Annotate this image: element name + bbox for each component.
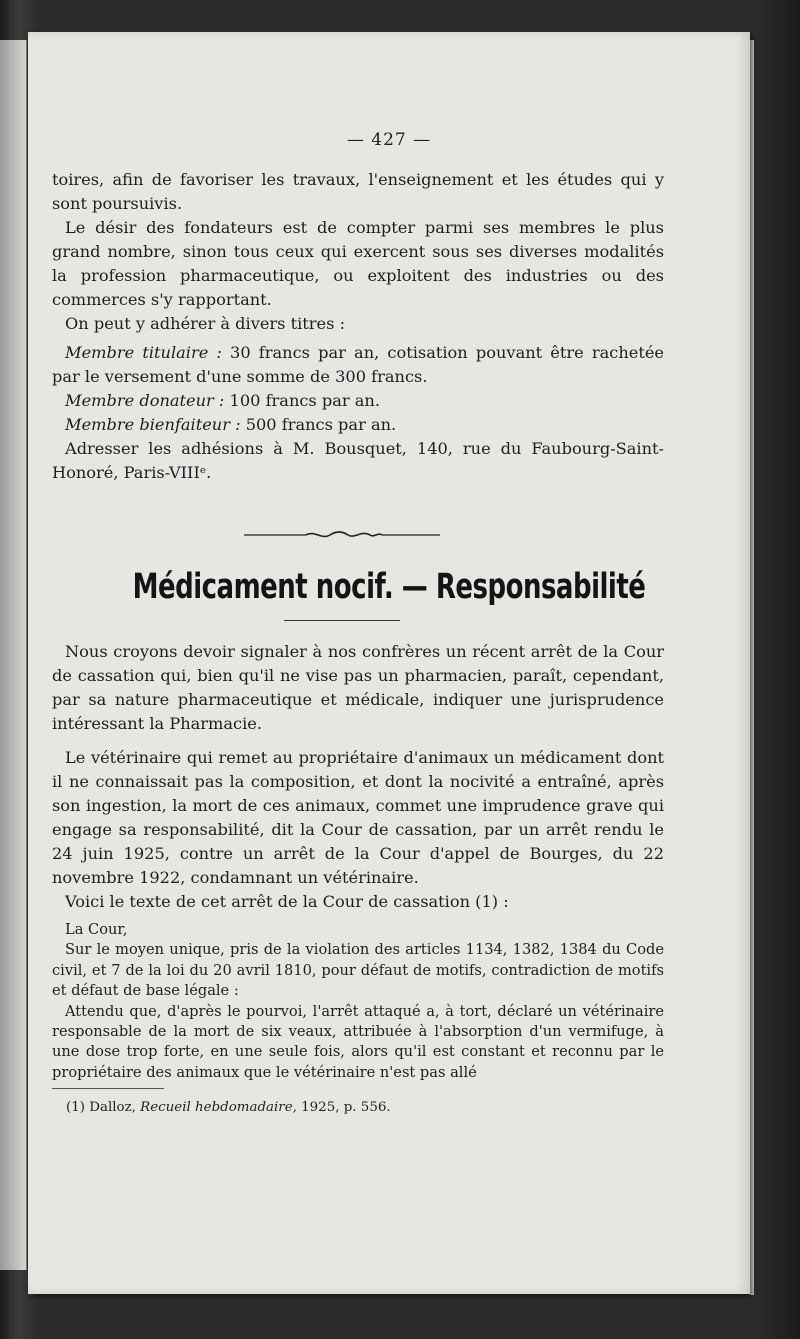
page-number: — 427 — xyxy=(346,130,432,150)
membership-label: Membre donateur : xyxy=(65,391,225,410)
article-paragraph: Voici le texte de cet arrêt de la Cour de cassation (1) : xyxy=(65,892,509,911)
article-paragraph: Le vétérinaire qui remet au propriétaire d'animaux un médicament dont il ne connaissait pas la composition, et dont la nocivité a entraîné, après son ingestion, la mort de ces animaux, commet une imprudence grave qui engage sa responsabilité, dit la Cour de cassation, par un arrêt rendu le 24 juin 1925, contre un arrêt de la Cour d'appel de Bourges, du 22 novembre 1922, condamnant un vétérinaire. xyxy=(52,748,664,887)
paragraph-continuation: toires, afin de favoriser les travaux, l'enseignement et les études qui y sont poursuivis. xyxy=(52,170,664,213)
article-body xyxy=(52,640,664,1083)
quote-paragraph: Sur le moyen unique, pris de la violation des articles 1134, 1382, 1384 du Code civil, et 7 de la loi du 20 avril 1810, pour défaut de motifs, contradiction de motifs et défaut de base légale : xyxy=(52,941,664,1000)
footnote xyxy=(66,1098,391,1118)
previous-page-edge xyxy=(0,40,27,1270)
footnote-source: Recueil hebdomadaire, xyxy=(140,1100,297,1115)
footnote-suffix: 1925, p. 556. xyxy=(296,1100,391,1115)
membership-text: 500 francs par an. xyxy=(240,415,397,434)
quote-paragraph: La Cour, xyxy=(65,921,128,938)
membership-titulaire xyxy=(52,341,664,389)
membership-section xyxy=(52,168,664,485)
membership-label: Membre bienfaiteur : xyxy=(65,415,241,434)
membership-text: 30 francs par an, cotisation pouvant être rachetée par le versement d'une somme de 300 francs. xyxy=(52,343,664,386)
membership-label: Membre titulaire : xyxy=(65,343,222,362)
page-stack-edge xyxy=(750,40,754,1295)
article-paragraph: Nous croyons devoir signaler à nos confrères un récent arrêt de la Cour de cassation qui, bien qu'il ne vise pas un pharmacien, paraît, cependant, par sa nature pharmaceutique et médicale, indiquer une jurisprudence intéressant la Pharmacie. xyxy=(52,642,664,733)
decorative-divider xyxy=(244,528,440,542)
membership-text: 100 francs par an. xyxy=(224,391,381,410)
footnote-rule xyxy=(52,1088,164,1089)
paragraph-adhesion: On peut y adhérer à divers titres : xyxy=(65,314,346,333)
title-underline xyxy=(284,620,400,621)
membership-donateur xyxy=(52,389,664,413)
court-quote xyxy=(52,920,664,1083)
membership-bienfaiteur xyxy=(52,413,664,437)
footnote-prefix: (1) Dalloz, xyxy=(66,1100,141,1115)
article-title: Médicament nocif. — Responsabilité xyxy=(132,567,646,608)
paragraph-founders: Le désir des fondateurs est de compter parmi ses membres le plus grand nombre, sinon tous ceux qui exercent sous ses diverses modalités la profession pharmaceutique, ou exploitent des industries ou des commerces s'y rapportant. xyxy=(52,218,664,309)
quote-paragraph: Attendu que, d'après le pourvoi, l'arrêt attaqué a, à tort, déclaré un vétérinaire responsable de la mort de six veaux, attribuée à l'absorption d'un vermifuge, à une dose trop forte, en une seule fois, alors qu'il est constant et reconnu par le propriétaire des animaux que le vétérinaire n'est pas allé xyxy=(52,1002,664,1081)
document-page xyxy=(28,32,750,1294)
address-paragraph: Adresser les adhésions à M. Bousquet, 140, rue du Faubourg-Saint-Honoré, Paris-VIIIᵉ. xyxy=(52,439,664,482)
